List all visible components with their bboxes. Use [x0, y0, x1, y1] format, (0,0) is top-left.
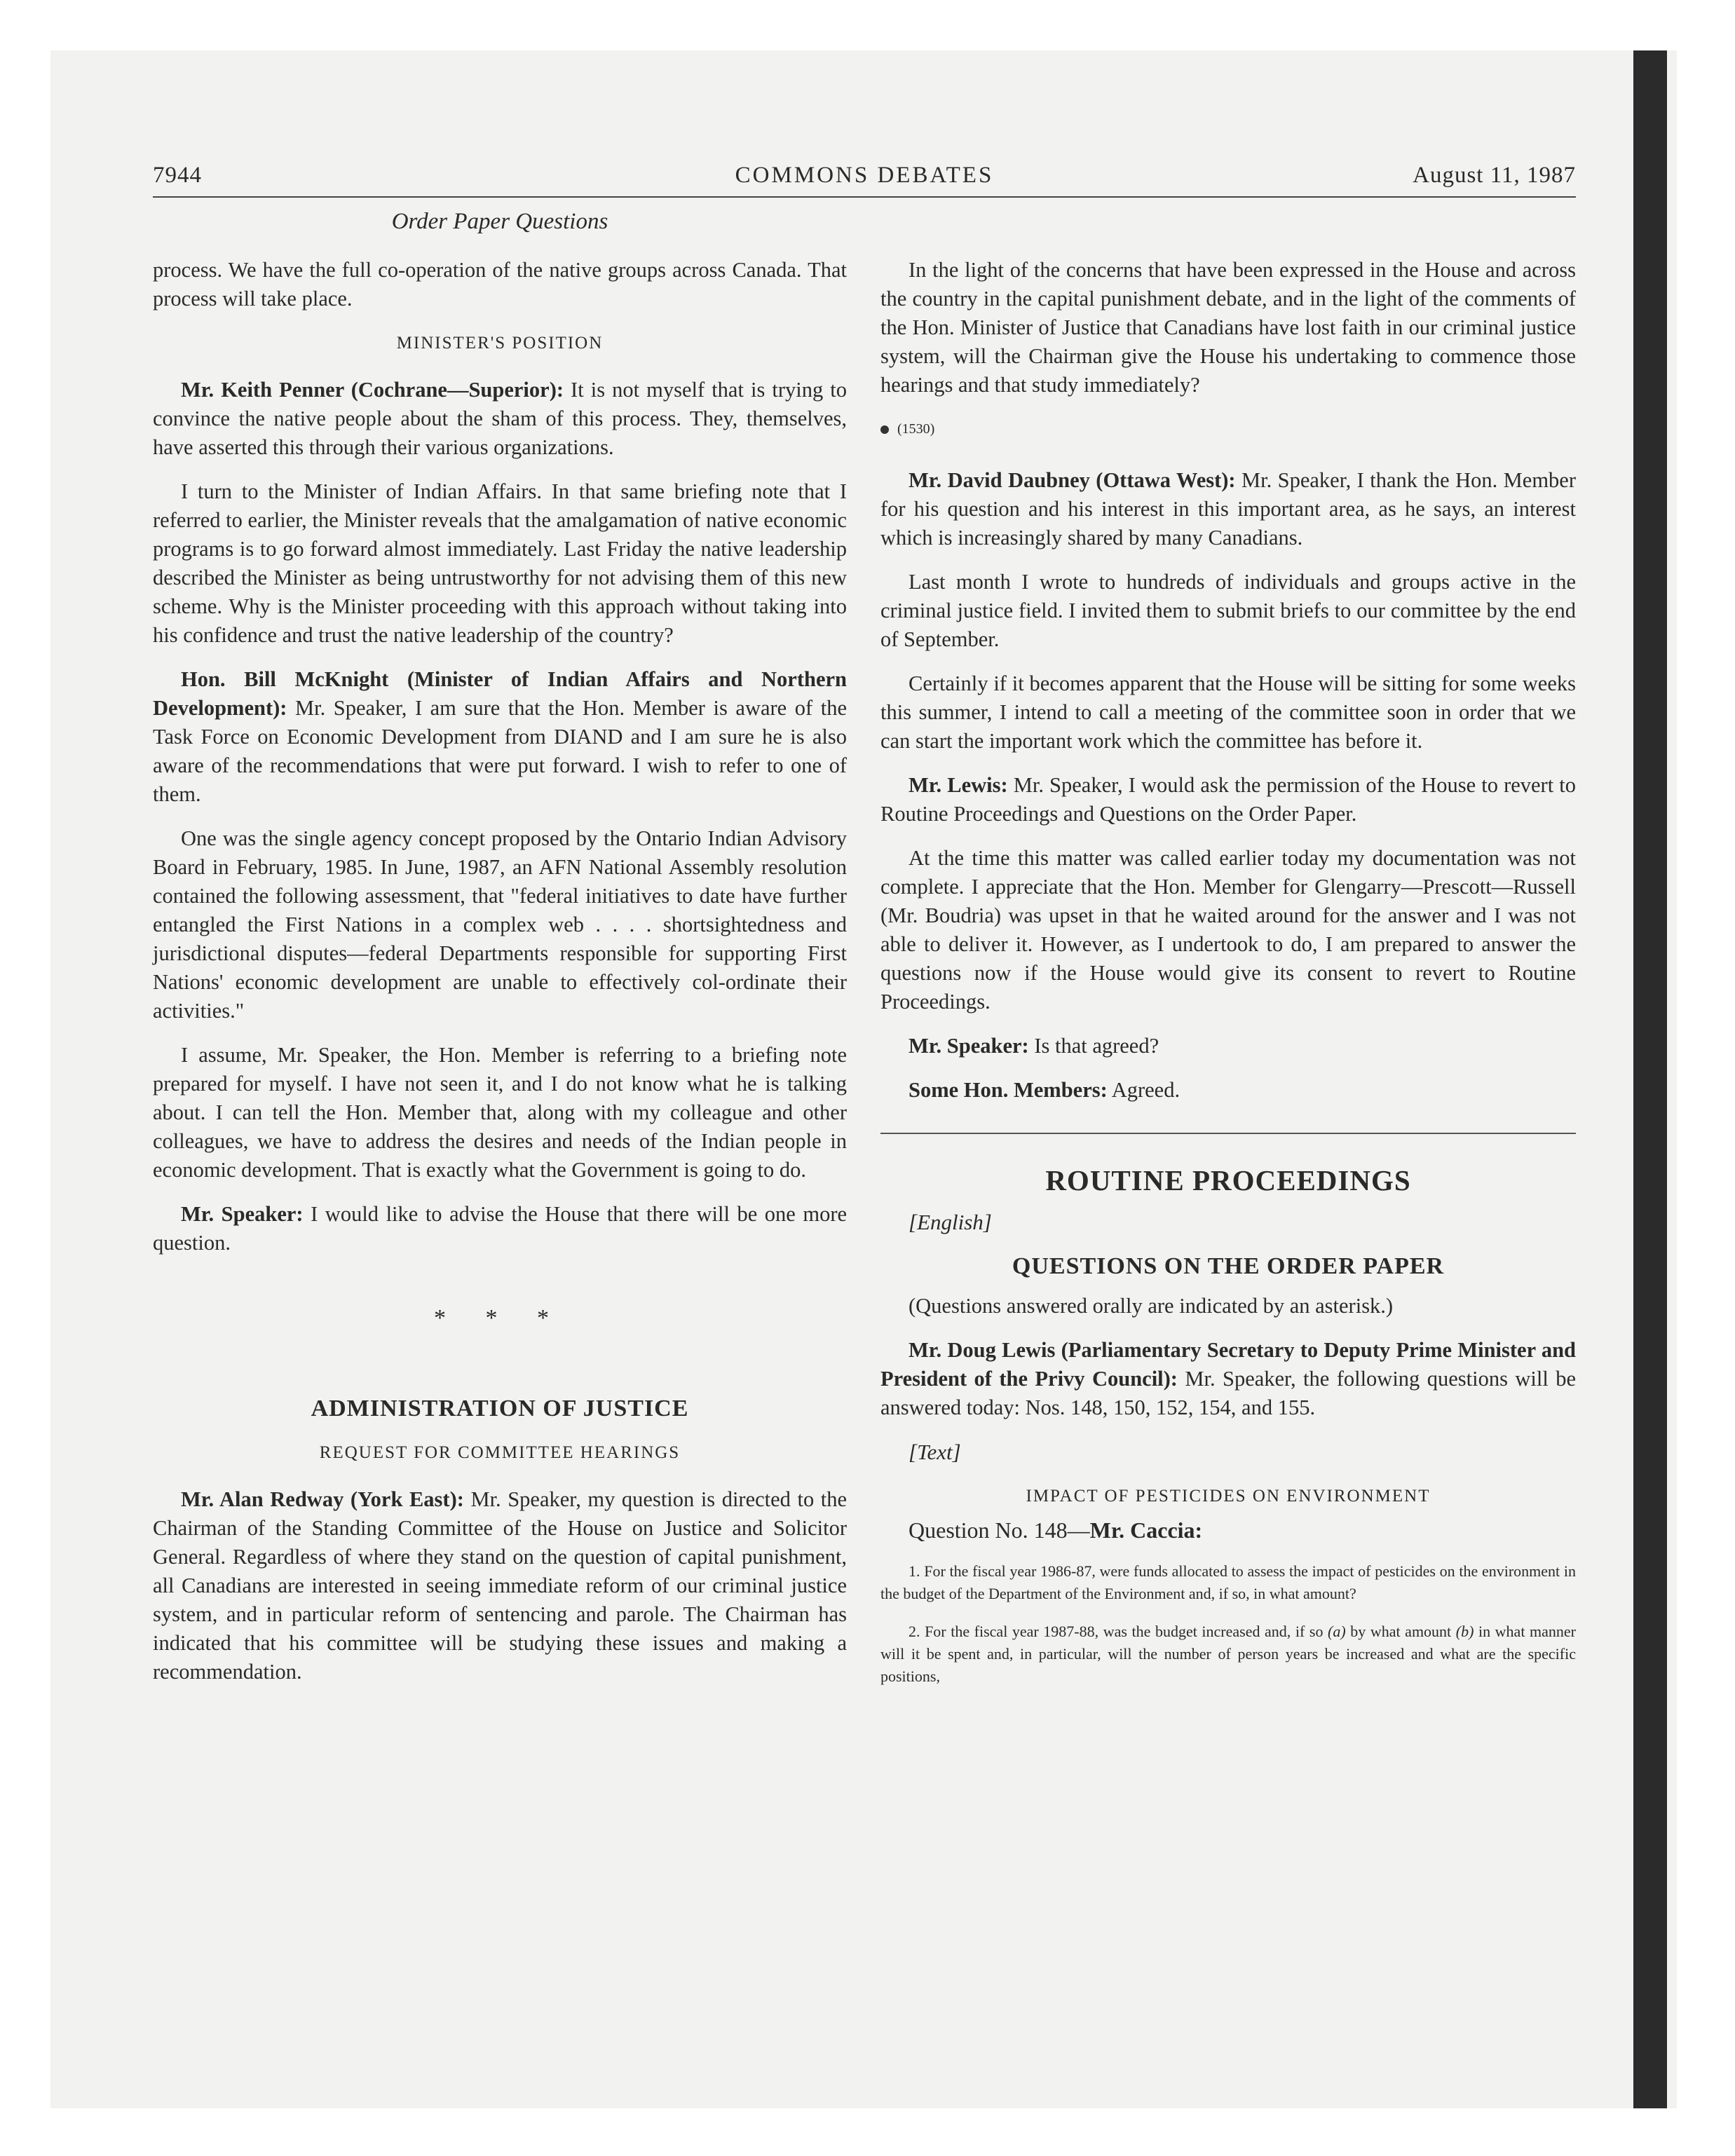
paragraph: One was the single agency concept proposed by the Ontario Indian Advisory Board in February, 1985. In June, 1987, an AFN National Assembly resolution contained the following assessment, that "federal initiatives to date have further entangled the First Nations in a complex web . . . . shortsightedness and jurisdictional disputes—federal Departments responsible for supporting First Nations' economic development are unable to effectively col-ordinate their activities."	[153, 826, 847, 1023]
speaker-name: Mr. Lewis:	[909, 773, 1008, 797]
section-separator: * * *	[434, 1305, 566, 1331]
question-item: 1. For the fiscal year 1986-87, were funds allocated to assess the impact of pesticides on the environment in the budget of the Department of the Environment and, if so, in what amount?	[880, 1562, 1576, 1602]
speech-paragraph	[880, 1032, 1576, 1060]
speech-text: Is that agreed?	[1028, 1034, 1159, 1058]
speech-paragraph	[880, 1336, 1576, 1422]
speech-text: Mr. Speaker, the following questions will be answered today: Nos. 148, 150, 152, 154, and 155.	[880, 1367, 1576, 1419]
question-number	[880, 1516, 1576, 1545]
speech-paragraph	[153, 1200, 847, 1257]
question-text: by what amount	[1345, 1623, 1456, 1640]
publication-title: COMMONS DEBATES	[735, 163, 994, 188]
speech-text: I would like to advise the House that there will be one more question.	[153, 1202, 848, 1255]
subheading-minister-position: MINISTER'S POSITION	[396, 334, 604, 353]
question-text: in what manner will it be spent and, in particular, will the number of person years be increased and what are the specific positions,	[880, 1623, 1576, 1685]
right-column	[880, 256, 1576, 1703]
speech-paragraph	[880, 1076, 1576, 1105]
heading-questions-order-paper: QUESTIONS ON THE ORDER PAPER	[1012, 1253, 1445, 1279]
speech-text: It is not myself that is trying to convince the native people about the sham of this process. They, themselves, have asserted this through their various organizations.	[153, 378, 847, 459]
time-marker-text: (1530)	[897, 421, 935, 437]
publication-date: August 11, 1987	[1413, 163, 1576, 188]
speaker-name: Hon. Bill McKnight (Minister of Indian Affairs and Northern Development):	[153, 667, 847, 720]
subheading-committee-hearings: REQUEST FOR COMMITTEE HEARINGS	[319, 1443, 681, 1462]
scan-binding-edge	[1633, 50, 1667, 2108]
speaker-name: Mr. Doug Lewis (Parliamentary Secretary to Deputy Prime Minister and President of the Privy Council):	[880, 1338, 1576, 1391]
paragraph: At the time this matter was called earlier today my documentation was not complete. I appreciate that the Hon. Member for Glengarry—Prescott—Russell (Mr. Boudria) was upset in that he waited around for the answer and I was not able to deliver it. However, as I undertook to do, I am prepared to answer the questions now if the House would give its consent to revert to Routine Proceedings.	[880, 846, 1576, 1014]
language-tag: [English]	[909, 1210, 992, 1234]
speech-text: Mr. Speaker, I thank the Hon. Member for his question and his interest in this important area, as he says, an interest which is increasingly shared by many Canadians.	[880, 468, 1576, 550]
speaker-name: Mr. Keith Penner (Cochrane—Superior):	[181, 378, 564, 402]
speech-paragraph	[153, 665, 847, 809]
paragraph: Last month I wrote to hundreds of individuals and groups active in the criminal justice field. I invited them to submit briefs to our committee by the end of September.	[880, 570, 1576, 651]
heading-routine-proceedings: ROUTINE PROCEEDINGS	[1045, 1164, 1411, 1196]
page-number: 7944	[153, 163, 202, 188]
question-prefix: Question No. 148—	[909, 1517, 1090, 1543]
speaker-name: Mr. Speaker:	[909, 1034, 1029, 1058]
speech-paragraph	[880, 771, 1576, 828]
item-letter: (a)	[1328, 1623, 1346, 1640]
page-header	[153, 163, 1576, 198]
question-member: Mr. Caccia:	[1089, 1517, 1203, 1543]
bullet-icon	[880, 425, 889, 434]
speaker-name: Mr. David Daubney (Ottawa West):	[909, 468, 1236, 492]
speech-paragraph	[880, 466, 1576, 552]
speech-text: Agreed.	[1107, 1078, 1181, 1102]
time-marker	[880, 415, 1576, 444]
speaker-name: Mr. Speaker:	[181, 1202, 304, 1226]
speech-text: Mr. Speaker, I would ask the permission of the House to revert to Routine Proceedings and Questions on the Order Paper.	[880, 773, 1576, 826]
question-text: 2. For the fiscal year 1987-88, was the budget increased and, if so	[909, 1623, 1328, 1640]
speech-text: Mr. Speaker, I am sure that the Hon. Member is aware of the Task Force on Economic Development from DIAND and I am sure he is also aware of the recommendations that were put forward. I wish to refer to one of them.	[153, 696, 847, 806]
speech-paragraph	[153, 1485, 847, 1686]
speech-paragraph	[153, 376, 847, 462]
question-item	[880, 1621, 1576, 1688]
heading-administration-of-justice: ADMINISTRATION OF JUSTICE	[311, 1396, 689, 1421]
asterisk-note: (Questions answered orally are indicated by an asterisk.)	[909, 1294, 1394, 1318]
subheading-pesticides: IMPACT OF PESTICIDES ON ENVIRONMENT	[1026, 1487, 1431, 1506]
speaker-name: Mr. Alan Redway (York East):	[181, 1487, 464, 1511]
paragraph: In the light of the concerns that have been expressed in the House and across the country in the capital punishment debate, and in the light of the comments of the Hon. Minister of Justice that Canadians have lost faith in our criminal justice system, will the Chairman give the House his undertaking to commence those hearings and that study immediately?	[880, 258, 1576, 397]
paragraph: I assume, Mr. Speaker, the Hon. Member is referring to a briefing note prepared for myself. I have not seen it, and I do not know what he is talking about. I can tell the Hon. Member that, along with my colleague and other colleagues, we have to address the desires and needs of the Indian people in economic development. That is exactly what the Government is going to do.	[153, 1043, 847, 1182]
item-letter: (b)	[1455, 1623, 1474, 1640]
speech-text: Mr. Speaker, my question is directed to the Chairman of the Standing Committee of the House on Justice and Solicitor General. Regardless of where they stand on the question of capital punishment, all Canadians are interested in seeing immediate reform of our criminal justice system, and in particular reform of sentencing and parole. The Chairman has indicated that his committee will be studying these issues and making a recommendation.	[153, 1487, 847, 1684]
paragraph: Certainly if it becomes apparent that the House will be sitting for some weeks this summer, I intend to call a meeting of the committee soon in order that we can start the important work which the committee has before it.	[880, 671, 1576, 753]
speaker-name: Some Hon. Members:	[909, 1078, 1108, 1102]
paragraph: process. We have the full co-operation of the native groups across Canada. That process will take place.	[153, 258, 847, 311]
text-tag: [Text]	[909, 1440, 961, 1464]
section-divider	[880, 1133, 1576, 1134]
left-column	[153, 256, 847, 1702]
paragraph: I turn to the Minister of Indian Affairs. In that same briefing note that I referred to earlier, the Minister reveals that the amalgamation of native economic programs is to go forward almost immediately. Last Friday the native leadership described the Minister as being untrustworthy for not advising them of this new scheme. Why is the Minister proceeding with this approach without taking into his confidence and trust the native leadership of the country?	[153, 479, 847, 647]
running-title: Order Paper Questions	[391, 209, 608, 234]
